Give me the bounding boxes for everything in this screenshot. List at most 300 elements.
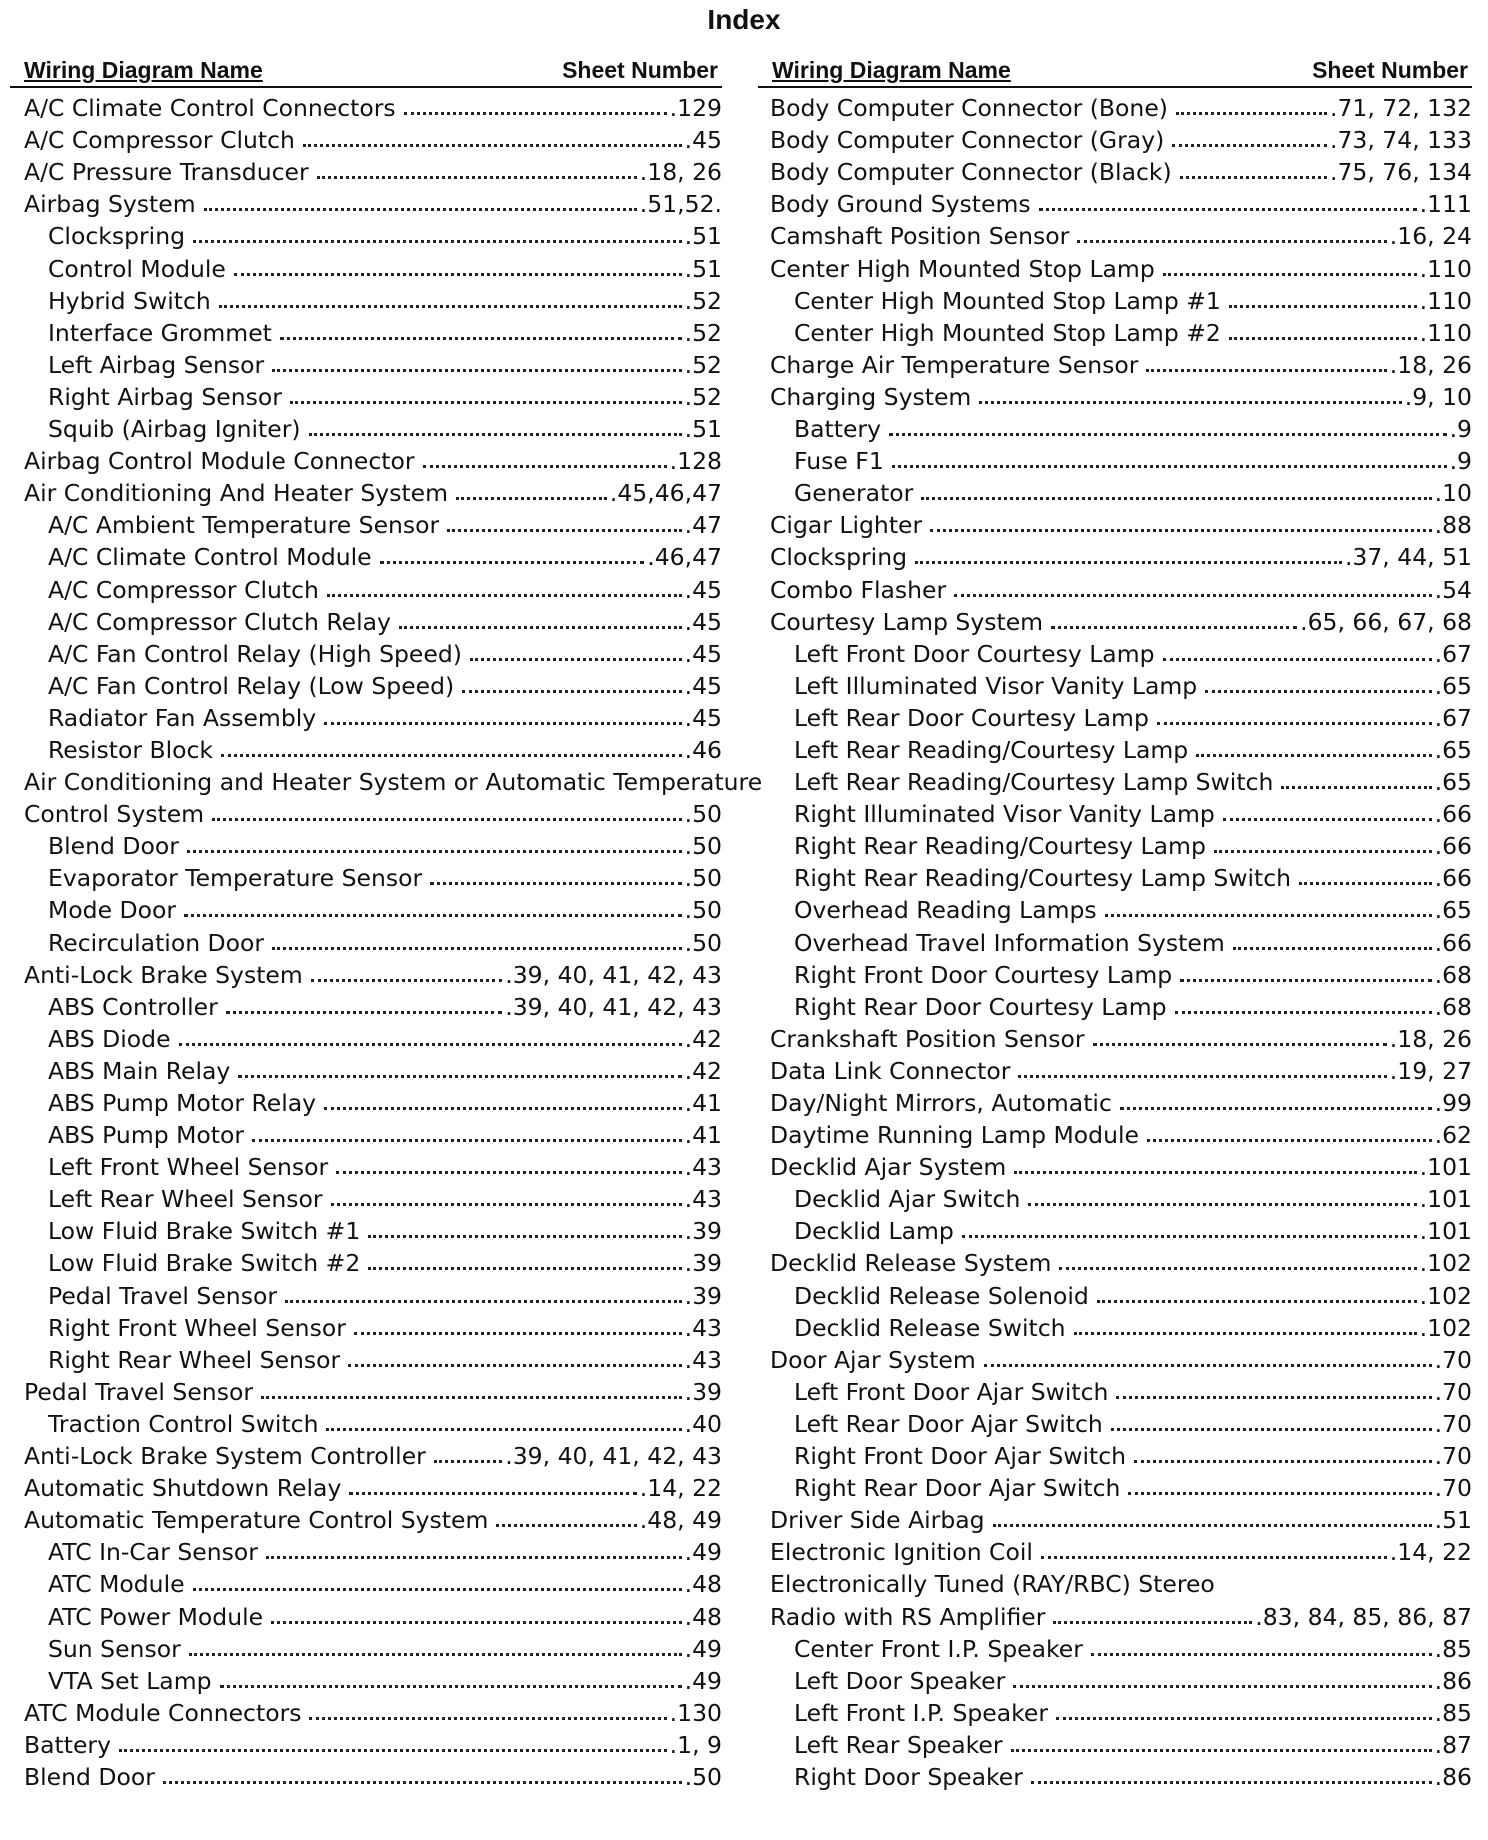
dot-leader	[1116, 1396, 1431, 1399]
entry-name: Decklid Release Solenoid	[794, 1281, 1089, 1310]
dot-leader	[1053, 1621, 1252, 1624]
entry-name: Data Link Connector	[770, 1056, 1011, 1085]
entry-name: VTA Set Lamp	[48, 1666, 212, 1695]
entry-name: Left Front Door Ajar Switch	[794, 1377, 1109, 1406]
entry-name: Camshaft Position Sensor	[770, 222, 1070, 251]
entry-sheet-number: .50	[684, 864, 722, 893]
index-entry	[10, 700, 722, 732]
index-entry	[758, 604, 1472, 636]
entry-sheet-number: .9, 10	[1404, 382, 1472, 411]
entry-name: Electronically Tuned (RAY/RBC) Stereo	[770, 1570, 1215, 1599]
index-entry	[10, 732, 722, 764]
entry-name: Overhead Travel Information System	[794, 928, 1225, 957]
entry-sheet-number: .65, 66, 67, 68	[1300, 607, 1472, 636]
entry-name: Daytime Running Lamp Module	[770, 1121, 1139, 1150]
entry-name: Right Rear Door Courtesy Lamp	[794, 992, 1167, 1021]
entry-sheet-number: .50	[684, 1762, 722, 1791]
entry-sheet-number: .14, 22	[1389, 1538, 1472, 1567]
dot-leader	[423, 465, 667, 468]
index-entry	[758, 1759, 1472, 1791]
dot-leader	[1059, 1267, 1416, 1270]
index-entry	[758, 122, 1472, 154]
entry-name: Center High Mounted Stop Lamp	[770, 254, 1155, 283]
dot-leader	[336, 1171, 681, 1174]
entry-name: Mode Door	[48, 896, 177, 925]
dot-leader	[179, 1043, 682, 1046]
dot-leader	[1011, 1749, 1432, 1752]
entry-name: Control Module	[48, 254, 226, 283]
index-entry	[10, 1534, 722, 1566]
entry-sheet-number: .51	[684, 222, 722, 251]
entry-sheet-number: .45	[684, 575, 722, 604]
dot-leader	[220, 1685, 682, 1688]
entry-name: Battery	[24, 1730, 111, 1759]
dot-leader	[1175, 1011, 1432, 1014]
entry-name: ABS Controller	[48, 992, 218, 1021]
entry-name: Radio with RS Amplifier	[770, 1602, 1046, 1631]
index-entry	[10, 1310, 722, 1342]
index-entry	[758, 636, 1472, 668]
dot-leader	[266, 1556, 682, 1559]
entry-sheet-number: .101	[1419, 1185, 1472, 1214]
dot-leader	[470, 658, 682, 661]
entry-name: A/C Compressor Clutch	[24, 126, 295, 155]
entry-sheet-number: .10	[1434, 479, 1472, 508]
index-entry	[10, 796, 722, 828]
entry-sheet-number: .85	[1434, 1698, 1472, 1727]
entry-sheet-number: .50	[684, 896, 722, 925]
entry-name: Left Rear Door Courtesy Lamp	[794, 703, 1149, 732]
entry-name: Fuse F1	[794, 447, 884, 476]
entry-sheet-number: .39, 40, 41, 42, 43	[505, 960, 722, 989]
entry-name: Anti-Lock Brake System	[24, 960, 303, 989]
entry-name: Overhead Reading Lamps	[794, 896, 1097, 925]
entry-name: Electronic Ignition Coil	[770, 1538, 1033, 1567]
dot-leader	[954, 594, 1431, 597]
entry-name: Decklid Ajar System	[770, 1153, 1007, 1182]
column-header	[758, 58, 1472, 88]
dot-leader	[380, 561, 645, 564]
index-entry	[758, 1213, 1472, 1245]
dot-leader	[234, 273, 682, 276]
index-entry	[758, 1181, 1472, 1213]
entry-name: ABS Pump Motor	[48, 1121, 245, 1150]
entry-name: Clockspring	[48, 222, 186, 251]
index-entry	[10, 379, 722, 411]
dot-leader	[892, 465, 1447, 468]
index-entry	[758, 443, 1472, 475]
entry-name: Right Airbag Sensor	[48, 382, 282, 411]
dot-leader	[311, 979, 502, 982]
entry-name: Radiator Fan Assembly	[48, 703, 317, 732]
entry-name: Automatic Shutdown Relay	[24, 1474, 342, 1503]
dot-leader	[309, 1717, 666, 1720]
index-entry	[10, 604, 722, 636]
index-entry	[758, 411, 1472, 443]
entry-name: Decklid Ajar Switch	[794, 1185, 1021, 1214]
entry-name: Clockspring	[770, 543, 908, 572]
index-entry	[758, 315, 1472, 347]
dot-leader	[1018, 1075, 1386, 1078]
dot-leader	[1146, 369, 1386, 372]
header-name-label: Wiring Diagram Name	[24, 57, 263, 83]
index-entry	[758, 475, 1472, 507]
entry-name: Body Computer Connector (Black)	[770, 158, 1172, 187]
dot-leader	[993, 1524, 1432, 1527]
index-entry	[10, 1021, 722, 1053]
entry-sheet-number: .70	[1434, 1474, 1472, 1503]
entry-name: Cigar Lighter	[770, 511, 923, 540]
index-entry	[10, 1663, 722, 1695]
index-entry	[10, 1566, 722, 1598]
index-entry	[10, 411, 722, 443]
index-entry	[758, 764, 1472, 796]
entry-sheet-number: .18, 26	[1389, 350, 1472, 379]
index-entry	[10, 636, 722, 668]
index-entry	[10, 1598, 722, 1630]
dot-leader	[1163, 658, 1432, 661]
entry-sheet-number: .101	[1419, 1217, 1472, 1246]
index-entry	[10, 1374, 722, 1406]
entry-name: ATC Module Connectors	[24, 1698, 302, 1727]
index-entry	[758, 860, 1472, 892]
entry-name: Right Door Speaker	[794, 1762, 1023, 1791]
entry-name: Body Ground Systems	[770, 190, 1031, 219]
index-entry	[10, 1631, 722, 1663]
dot-leader	[1051, 626, 1297, 629]
index-entry	[758, 347, 1472, 379]
dot-leader	[1041, 1556, 1387, 1559]
entry-sheet-number: .48	[684, 1602, 722, 1631]
index-entry	[758, 796, 1472, 828]
entry-name: Day/Night Mirrors, Automatic	[770, 1089, 1112, 1117]
entry-sheet-number: .65	[1434, 768, 1472, 797]
dot-leader	[327, 594, 682, 597]
entry-name: Battery	[794, 415, 881, 444]
entry-sheet-number: .62	[1434, 1121, 1472, 1150]
dot-leader	[1014, 1171, 1416, 1174]
index-entry	[758, 539, 1472, 571]
entry-sheet-number: .49	[684, 1538, 722, 1567]
index-entry	[10, 828, 722, 860]
entry-sheet-number: .70	[1434, 1345, 1472, 1374]
dot-leader	[163, 1781, 682, 1784]
index-entry	[758, 186, 1472, 218]
entry-name: Right Front Door Ajar Switch	[794, 1442, 1127, 1471]
entry-sheet-number: .50	[684, 832, 722, 861]
entry-name: Right Illuminated Visor Vanity Lamp	[794, 800, 1215, 829]
dot-leader	[324, 722, 681, 725]
entry-name: Driver Side Airbag	[770, 1506, 985, 1535]
entry-sheet-number: .68	[1434, 960, 1472, 989]
entry-sheet-number: .51	[1434, 1506, 1472, 1535]
dot-leader	[309, 433, 682, 436]
entry-sheet-number: .43	[684, 1313, 722, 1342]
entry-sheet-number: .66	[1434, 800, 1472, 829]
dot-leader	[189, 1653, 682, 1656]
entry-name: Charging System	[770, 382, 972, 411]
entry-sheet-number: .110	[1419, 254, 1472, 283]
dot-leader	[456, 497, 607, 500]
entry-sheet-number: .39	[684, 1217, 722, 1246]
entry-sheet-number: .39	[684, 1249, 722, 1278]
index-entry	[10, 860, 722, 892]
dot-leader	[187, 850, 682, 853]
dot-leader	[1205, 690, 1431, 693]
entry-sheet-number: .49	[684, 1666, 722, 1695]
entry-name: Right Rear Reading/Courtesy Lamp Switch	[794, 864, 1292, 893]
dot-leader	[1039, 208, 1417, 211]
entry-name: Left Rear Door Ajar Switch	[794, 1409, 1103, 1438]
entry-sheet-number: .51	[684, 254, 722, 283]
entry-sheet-number: .41	[684, 1089, 722, 1117]
header-sheet-label: Sheet Number	[562, 57, 718, 83]
index-entry	[758, 957, 1472, 989]
index-entry	[10, 1406, 722, 1438]
entry-sheet-number: .39	[684, 1377, 722, 1406]
dot-leader	[221, 754, 682, 757]
index-entry	[758, 1631, 1472, 1663]
entry-name: A/C Compressor Clutch Relay	[48, 607, 391, 636]
entry-sheet-number: .66	[1434, 832, 1472, 861]
dot-leader	[1097, 1300, 1417, 1303]
entry-sheet-number: .1, 9	[669, 1730, 722, 1759]
index-entry	[10, 1470, 722, 1502]
dot-leader	[1134, 1460, 1432, 1463]
dot-leader	[349, 1492, 636, 1495]
dot-leader	[290, 401, 682, 404]
index-entry	[758, 154, 1472, 186]
index-entry	[758, 1470, 1472, 1502]
entry-sheet-number: .51,52.	[639, 190, 722, 219]
dot-leader	[1196, 754, 1431, 757]
entry-name: Center Front I.P. Speaker	[794, 1634, 1083, 1663]
entry-name: Courtesy Lamp System	[770, 607, 1044, 636]
dot-leader	[1105, 914, 1432, 917]
entry-name: Left Door Speaker	[794, 1666, 1006, 1695]
dot-leader	[193, 1588, 682, 1591]
dot-leader	[1180, 176, 1327, 179]
dot-leader	[915, 561, 1342, 564]
dot-leader	[1028, 1203, 1416, 1206]
index-entry	[10, 1502, 722, 1534]
index-entry	[10, 250, 722, 282]
entry-name: Body Computer Connector (Bone)	[770, 94, 1168, 123]
dot-leader	[261, 1396, 682, 1399]
dot-leader	[979, 401, 1401, 404]
dot-leader	[252, 1139, 682, 1142]
dot-leader	[271, 1621, 682, 1624]
index-entry	[10, 668, 722, 700]
dot-leader	[348, 1364, 681, 1367]
entry-name: Body Computer Connector (Gray)	[770, 126, 1165, 155]
entry-name: Left Front Door Courtesy Lamp	[794, 639, 1155, 668]
dot-leader	[272, 947, 682, 950]
entry-sheet-number: .102	[1419, 1249, 1472, 1278]
dot-leader	[219, 305, 682, 308]
index-entry	[758, 1374, 1472, 1406]
index-list	[10, 90, 763, 1791]
dot-leader	[272, 369, 681, 372]
entry-sheet-number: .129	[669, 94, 722, 123]
dot-leader	[317, 176, 637, 179]
entry-name: A/C Ambient Temperature Sensor	[48, 511, 440, 540]
index-entry	[10, 218, 722, 250]
entry-sheet-number: .71, 72, 132	[1329, 94, 1472, 123]
index-entry	[10, 283, 722, 315]
index-entry	[10, 475, 722, 507]
entry-name: Sun Sensor	[48, 1634, 181, 1663]
index-entry	[758, 1021, 1472, 1053]
entry-name: Right Rear Door Ajar Switch	[794, 1474, 1121, 1503]
dot-leader	[1214, 850, 1432, 853]
index-entry	[10, 764, 763, 797]
dot-leader	[1077, 240, 1386, 243]
dot-leader	[354, 1332, 682, 1335]
entry-sheet-number: .43	[684, 1185, 722, 1214]
entry-sheet-number: .54	[1434, 575, 1472, 604]
entry-name: Left Rear Reading/Courtesy Lamp Switch	[794, 768, 1274, 797]
dot-leader	[1093, 1043, 1387, 1046]
index-entry	[758, 90, 1472, 122]
entry-name: Center High Mounted Stop Lamp #2	[794, 318, 1221, 347]
entry-sheet-number: .42	[684, 1024, 722, 1053]
entry-sheet-number: .37, 44, 51	[1344, 543, 1472, 572]
entry-name: ATC Module	[48, 1570, 185, 1599]
entry-sheet-number: .52	[684, 350, 722, 379]
entry-name: Right Rear Reading/Courtesy Lamp	[794, 832, 1206, 861]
dot-leader	[1074, 1332, 1417, 1335]
dot-leader	[326, 1428, 681, 1431]
dot-leader	[238, 1075, 681, 1078]
index-entry	[758, 218, 1472, 250]
index-entry	[10, 443, 722, 475]
entry-name: Airbag Control Module Connector	[24, 447, 415, 476]
index-entry	[10, 539, 722, 571]
dot-leader	[1176, 112, 1327, 115]
dot-leader	[1233, 947, 1432, 950]
entry-sheet-number: .51	[684, 415, 722, 444]
index-entry	[10, 347, 722, 379]
index-entry	[758, 1727, 1472, 1759]
entry-sheet-number: .128	[669, 447, 722, 476]
entry-sheet-number: .86	[1434, 1762, 1472, 1791]
dot-leader	[1180, 979, 1431, 982]
index-entry	[10, 1149, 722, 1181]
dot-leader	[303, 144, 682, 147]
entry-sheet-number: .87	[1434, 1730, 1472, 1759]
entry-sheet-number: .111	[1419, 190, 1472, 219]
entry-name: ABS Main Relay	[48, 1056, 231, 1085]
index-entry	[10, 154, 722, 186]
entry-sheet-number: .75, 76, 134	[1329, 158, 1472, 187]
entry-sheet-number: .41	[684, 1121, 722, 1150]
index-entry	[10, 1245, 722, 1277]
dot-leader	[1031, 1781, 1432, 1784]
index-entry	[758, 1310, 1472, 1342]
dot-leader	[285, 1300, 682, 1303]
entry-name: Evaporator Temperature Sensor	[48, 864, 423, 893]
entry-sheet-number: .46	[684, 735, 722, 764]
dot-leader	[889, 433, 1447, 436]
dot-leader	[1172, 144, 1327, 147]
dot-leader	[1281, 786, 1431, 789]
entry-sheet-number: .52	[684, 318, 722, 347]
index-entry	[758, 924, 1472, 956]
index-entry	[10, 1277, 722, 1309]
index-entry	[10, 571, 722, 603]
dot-leader	[1056, 1717, 1432, 1720]
dot-leader	[984, 1364, 1432, 1367]
entry-sheet-number: .67	[1434, 703, 1472, 732]
dot-leader	[930, 529, 1431, 532]
entry-sheet-number: .99	[1434, 1089, 1472, 1117]
index-entry	[758, 1245, 1472, 1277]
index-entry	[758, 1598, 1472, 1630]
entry-sheet-number: .39, 40, 41, 42, 43	[505, 992, 722, 1021]
entry-sheet-number: .47	[684, 511, 722, 540]
entry-sheet-number: .65	[1434, 735, 1472, 764]
dot-leader	[226, 1011, 502, 1014]
dot-leader	[1091, 1653, 1432, 1656]
dot-leader	[430, 882, 682, 885]
entry-name: Air Conditioning and Heater System or Automatic Temperature	[24, 768, 763, 797]
index-entry	[758, 828, 1472, 860]
dot-leader	[204, 208, 637, 211]
entry-name: Control System	[24, 800, 205, 829]
entry-sheet-number: .70	[1434, 1377, 1472, 1406]
index-entry	[10, 1181, 722, 1213]
entry-sheet-number: .102	[1419, 1281, 1472, 1310]
entry-sheet-number: .86	[1434, 1666, 1472, 1695]
entry-name: Pedal Travel Sensor	[48, 1281, 277, 1310]
index-entry	[10, 1695, 722, 1727]
entry-name: Pedal Travel Sensor	[24, 1377, 253, 1406]
entry-name: ATC Power Module	[48, 1602, 264, 1631]
entry-name: Left Airbag Sensor	[48, 350, 265, 379]
index-entry	[10, 186, 722, 218]
entry-name: Recirculation Door	[48, 928, 265, 957]
index-entry	[10, 1053, 722, 1085]
entry-sheet-number: .45	[684, 126, 722, 155]
index-entry	[10, 1727, 722, 1759]
index-entry	[758, 732, 1472, 764]
entry-name: ABS Pump Motor Relay	[48, 1089, 317, 1117]
dot-leader	[962, 1235, 1417, 1238]
entry-sheet-number: .68	[1434, 992, 1472, 1021]
entry-name: Decklid Release Switch	[794, 1313, 1066, 1342]
entry-name: Resistor Block	[48, 735, 214, 764]
entry-sheet-number: .73, 74, 133	[1329, 126, 1472, 155]
dot-leader	[368, 1235, 681, 1238]
index-entry	[758, 1342, 1472, 1374]
entry-sheet-number: .45	[684, 703, 722, 732]
dot-leader	[280, 337, 682, 340]
entry-sheet-number: .46,47	[647, 543, 722, 572]
index-entry	[758, 1663, 1472, 1695]
index-entry	[10, 892, 722, 924]
entry-sheet-number: .52	[684, 382, 722, 411]
entry-sheet-number: .9	[1449, 415, 1472, 444]
entry-name: ABS Diode	[48, 1024, 171, 1053]
dot-leader	[119, 1749, 667, 1752]
entry-sheet-number: .45	[684, 671, 722, 700]
index-entry	[758, 1502, 1472, 1534]
entry-name: Door Ajar System	[770, 1345, 976, 1374]
entry-sheet-number: .66	[1434, 864, 1472, 893]
header-name-label: Wiring Diagram Name	[772, 57, 1011, 83]
entry-sheet-number: .45,46,47	[609, 479, 722, 508]
